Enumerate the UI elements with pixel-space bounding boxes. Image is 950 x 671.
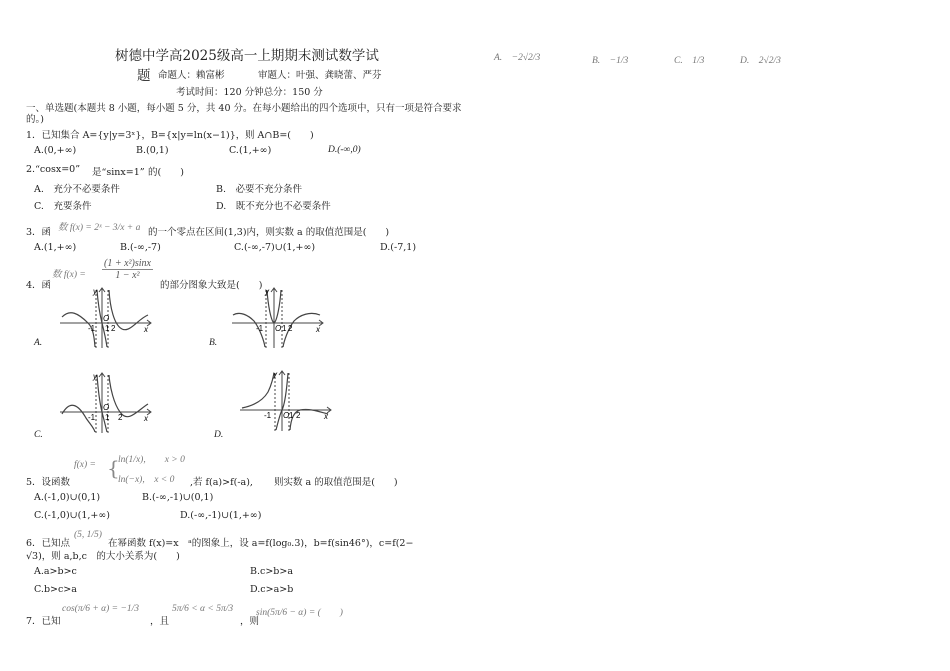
q5-case2: ln(−x), x < 0 (118, 475, 175, 485)
q4-graph-a (58, 285, 158, 350)
right-option-c: C. 1/3 (674, 56, 705, 66)
graph-c-origin-label: O (103, 403, 110, 412)
q6-option-b: B.c>b>a (250, 566, 293, 577)
q3-option-d: D.(-7,1) (380, 242, 417, 253)
q2-stem-b: 是“sinx=1” (92, 167, 145, 178)
q4-stem: 的部分图象大致是( ) (160, 280, 263, 291)
q7-condition1: cos(π/6 + α) = −1/3 (62, 604, 139, 614)
q4-option-b: B. (209, 338, 218, 348)
q4-num: 4．函 (26, 280, 52, 291)
q4-fraction-denominator: 1 − x² (115, 270, 140, 281)
q2-option-d: D. 既不充分也不必要条件 (216, 201, 331, 212)
q5-option-a: A.(-1,0)∪(0,1) (34, 492, 101, 503)
q7-mid: ，且 (150, 616, 170, 627)
section-heading-line1: 一、单选题(本题共 8 小题，每小题 5 分，共 40 分。在每小题给出的四个选项中，只有一项是符合要求 (26, 103, 462, 114)
title-line1: 树德中学高2025级高一上期期末测试数学试 (115, 48, 379, 64)
q6-option-d: D.c>a>b (250, 584, 294, 595)
q1-stem-end: 则 A∩B=( ) (245, 130, 314, 141)
graph-a-neg1-label: -1 (88, 324, 96, 333)
q5-option-c: C.(-1,0)∪(1,+∞) (34, 510, 110, 521)
q4-option-a: A. (34, 338, 43, 348)
graph-b-y-label: y (265, 287, 269, 296)
graph-c-two-label: 2 (118, 413, 123, 422)
graph-c-x-label: x (144, 414, 148, 423)
graph-d-two-label: 2 (296, 411, 301, 420)
q7-expression: sin(5π/6 − α) = ( ) (256, 608, 343, 618)
graph-d-one-label: 1 (289, 411, 294, 420)
q5-function-lhs: f(x) = (74, 460, 96, 470)
q6-option-c: C.b>c>a (34, 584, 77, 595)
q2-stem-c: 的( ) (148, 167, 184, 178)
graph-a-two-label: 2 (111, 324, 116, 333)
q5-option-b: B.(-∞,-1)∪(0,1) (142, 492, 214, 503)
q4-option-d: D. (214, 430, 224, 440)
right-option-a: A. −2√2/3 (494, 53, 541, 63)
q6-stem-a: 6．已知点 (26, 538, 71, 549)
graph-c-one-label: 1 (105, 413, 110, 422)
q7-end: ，则 (240, 616, 260, 627)
graph-c-y-label: y (93, 372, 97, 381)
q3-option-b: B.(-∞,-7) (120, 242, 161, 253)
q4-fraction-numerator: (1 + x²)sinx (104, 258, 151, 269)
graph-b-x-label: x (316, 325, 320, 334)
q6-option-a: A.a>b>c (34, 566, 77, 577)
q4-graph-c (58, 370, 158, 435)
graph-d-neg1-label: -1 (264, 411, 272, 420)
graph-d-y-label: y (273, 370, 277, 379)
graph-b-two-label: 2 (288, 324, 293, 333)
q1-option-a: A.(0,+∞) (34, 145, 77, 156)
q4-option-c: C. (34, 430, 43, 440)
reviewer: 审题人：叶强、龚晓蕾、严芬 (258, 70, 382, 81)
graph-a-origin-label: O (103, 314, 110, 323)
q5-case1: ln(1/x), x > 0 (118, 455, 185, 465)
q1-option-d: D.(-∞,0) (328, 145, 361, 155)
q4-fraction (102, 258, 153, 281)
graph-d-origin-label: O (283, 411, 290, 420)
graph-b-neg1-label: -1 (256, 324, 264, 333)
q3-option-c: C.(-∞,-7)∪(1,+∞) (234, 242, 316, 253)
q2-stem-a: 2.“cosx=0” (26, 164, 81, 175)
q3-stem: 的一个零点在区间(1,3)内，则实数 a 的取值范围是( ) (148, 227, 390, 238)
q3-function: 数 f(x) = 2ˣ − 3/x + a (58, 223, 141, 233)
q3-num: 3．函 (26, 227, 52, 238)
section-heading-line2: 的。) (26, 114, 44, 125)
q5-option-d: D.(-∞,-1)∪(1,+∞) (180, 510, 262, 521)
q7-condition2: 5π/6 < α < 5π/3 (172, 604, 234, 614)
graph-a-x-label: x (144, 325, 148, 334)
graph-a-one-label: 1 (105, 324, 110, 333)
right-option-b: B. −1/3 (592, 56, 629, 66)
q6-stem-c: √3)，则 a,b,c 的大小关系为( ) (26, 551, 180, 562)
q5-condition: ,若 f(a)>f(-a), (190, 477, 253, 488)
q1-option-b: B.(0,1) (136, 145, 169, 156)
q5-brace: { (107, 456, 120, 480)
q1-option-c: C.(1,+∞) (229, 145, 272, 156)
graph-d-x-label: x (324, 412, 328, 421)
q7-num: 7．已知 (26, 616, 61, 627)
exam-info: 考试时间：120 分钟总分：150 分 (176, 87, 323, 98)
q3-option-a: A.(1,+∞) (34, 242, 77, 253)
graph-c-neg1-label: -1 (88, 413, 96, 422)
graph-b-origin-label: O (275, 324, 282, 333)
q6-stem-b: 在幂函数 f(x)=x ᵃ的图象上，设 a=f(log₀.3)，b=f(sin46°)，c=f(2− (108, 538, 414, 549)
q5-num: 5．设函数 (26, 477, 71, 488)
q2-option-b: B. 必要不充分条件 (216, 184, 303, 195)
q2-option-a: A. 充分不必要条件 (34, 184, 120, 195)
graph-a-y-label: y (93, 287, 97, 296)
q4-function-lhs: 数 f(x) = (52, 270, 86, 280)
q4-graph-b (230, 285, 330, 350)
graph-b-one-label: 1 (282, 324, 287, 333)
title-line2: 题 (137, 68, 151, 84)
right-option-d: D. 2√2/3 (740, 56, 781, 66)
q2-option-c: C. 充要条件 (34, 201, 92, 212)
q6-point: (5, 1/5) (74, 530, 102, 540)
proposer: 命题人：赖富彬 (158, 70, 225, 81)
q1-stem: 1．已知集合 A={y|y=3ˣ}，B={x|y=ln(x−1)}， (26, 130, 246, 141)
q5-stem: 则实数 a 的取值范围是( ) (274, 477, 398, 488)
q4-graph-d (238, 368, 338, 433)
